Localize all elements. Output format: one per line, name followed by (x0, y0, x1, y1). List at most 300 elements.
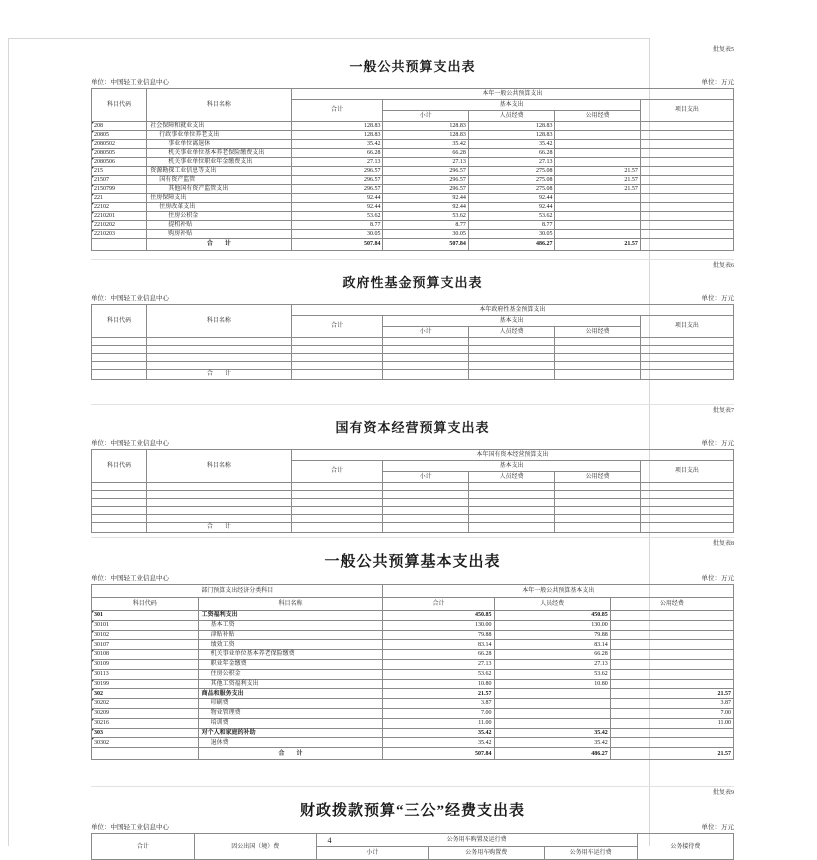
subject-name-cell: 物业管理费 (198, 708, 383, 718)
value-cell (555, 131, 640, 140)
subject-name-cell: 其他工资福利支出 (198, 679, 383, 689)
value-cell (555, 507, 640, 515)
value-cell: 53.62 (383, 669, 494, 679)
table-row (92, 640, 734, 650)
value-cell: 79.88 (383, 630, 494, 640)
value-cell: 21.57 (555, 167, 640, 176)
table-badge: 批复表6 (712, 263, 734, 269)
subject-code-cell: 208 (92, 122, 147, 131)
subject-code-cell (92, 370, 147, 380)
value-cell (291, 362, 383, 370)
subject-code-cell: 303 (92, 728, 199, 738)
value-cell: 296.57 (383, 176, 468, 185)
subject-code-cell: 2210201 (92, 212, 147, 221)
value-cell (468, 491, 555, 499)
table-row (92, 158, 734, 167)
general-public-budget-basic-expenditure-table (91, 584, 734, 760)
table-title: 一般公共预算基本支出表 (324, 554, 501, 570)
value-cell: 275.08 (468, 176, 555, 185)
value-cell: 30.05 (383, 230, 468, 239)
table-row (92, 611, 734, 621)
table-row (92, 659, 734, 669)
value-cell: 128.83 (383, 122, 468, 131)
table-row (92, 728, 734, 738)
value-cell (555, 140, 640, 149)
table-row (92, 738, 734, 748)
subject-code-cell: 30109 (92, 659, 199, 669)
column-header: 科目名称 (147, 89, 291, 122)
subject-code-cell: 21507 (92, 176, 147, 185)
unit-line (91, 78, 734, 87)
value-cell (383, 499, 468, 507)
table-row (92, 167, 734, 176)
subject-name-cell: 资源勘探工业信息等支出 (147, 167, 291, 176)
value-cell (291, 507, 383, 515)
subject-code-cell: 22102 (92, 203, 147, 212)
subject-name-cell: 住房公积金 (147, 212, 291, 221)
value-cell (640, 149, 733, 158)
subject-name-cell: 住房公积金 (198, 669, 383, 679)
value-cell (610, 611, 733, 621)
subject-name-cell: 工资福利支出 (198, 611, 383, 621)
column-header: 科目代码 (92, 598, 199, 611)
table-row (92, 499, 734, 507)
value-cell: 296.57 (383, 167, 468, 176)
state-capital-budget-expenditure-table (91, 449, 734, 533)
value-cell (291, 523, 383, 533)
section-three-public-expenses (91, 786, 734, 860)
subject-code-cell: 30107 (92, 640, 199, 650)
value-cell (291, 370, 383, 380)
unit-left: 单位：中国轻工业信息中心 (91, 79, 169, 86)
value-cell: 8.77 (291, 221, 383, 230)
value-cell (610, 669, 733, 679)
subject-code-cell: 30216 (92, 718, 199, 728)
value-cell: 11.00 (383, 718, 494, 728)
value-cell (555, 158, 640, 167)
value-cell (383, 346, 468, 354)
value-cell: 507.84 (383, 748, 494, 760)
column-header: 科目代码 (92, 89, 147, 122)
value-cell: 35.42 (383, 738, 494, 748)
table-row (92, 140, 734, 149)
value-cell (468, 354, 555, 362)
value-cell (555, 212, 640, 221)
value-cell (383, 362, 468, 370)
table-row (92, 212, 734, 221)
value-cell (494, 718, 610, 728)
value-cell (291, 346, 383, 354)
subject-name-cell (147, 507, 291, 515)
table-row (92, 122, 734, 131)
value-cell (640, 176, 733, 185)
subject-code-cell (92, 491, 147, 499)
value-cell (468, 483, 555, 491)
value-cell (555, 491, 640, 499)
government-fund-budget-expenditure-table (91, 304, 734, 380)
value-cell (494, 699, 610, 709)
value-cell (468, 523, 555, 533)
subject-name-cell: 购房补贴 (147, 230, 291, 239)
value-cell: 53.62 (468, 212, 555, 221)
value-cell: 66.28 (494, 650, 610, 660)
value-cell: 128.83 (468, 131, 555, 140)
table-row (92, 523, 734, 533)
value-cell (468, 338, 555, 346)
value-cell: 27.13 (291, 158, 383, 167)
subject-code-cell: 30108 (92, 650, 199, 660)
subject-code-cell (92, 338, 147, 346)
value-cell (291, 491, 383, 499)
value-cell: 3.87 (383, 699, 494, 709)
value-cell (555, 122, 640, 131)
value-cell: 296.57 (383, 185, 468, 194)
section-state-capital-budget-expenditure (91, 404, 734, 533)
value-cell: 8.77 (468, 221, 555, 230)
value-cell (610, 679, 733, 689)
subject-name-cell: 对个人和家庭的补助 (198, 728, 383, 738)
section-general-public-budget-expenditure (91, 46, 734, 251)
value-cell (640, 239, 733, 251)
unit-right: 单位：万元 (701, 295, 734, 302)
subject-code-cell (92, 362, 147, 370)
value-cell: 21.57 (555, 176, 640, 185)
column-header: 合计 (291, 461, 383, 483)
value-cell (555, 149, 640, 158)
value-cell: 83.14 (494, 640, 610, 650)
value-cell (640, 523, 733, 533)
unit-left: 单位：中国轻工业信息中心 (91, 575, 169, 582)
subject-name-cell: 基本工资 (198, 620, 383, 630)
table-row (92, 669, 734, 679)
value-cell (383, 483, 468, 491)
value-cell: 66.28 (291, 149, 383, 158)
subject-name-cell (147, 499, 291, 507)
value-cell (555, 483, 640, 491)
unit-right: 单位：万元 (701, 79, 734, 86)
unit-line (91, 294, 734, 303)
value-cell: 27.13 (468, 158, 555, 167)
unit-line (91, 574, 734, 583)
subject-code-cell (92, 748, 199, 760)
subject-name-cell: 合 计 (147, 523, 291, 533)
value-cell: 35.42 (383, 140, 468, 149)
value-cell (640, 362, 733, 370)
column-header: 公务用车购置费 (429, 847, 545, 860)
subject-name-cell: 印刷费 (198, 699, 383, 709)
value-cell: 507.84 (383, 239, 468, 251)
value-cell (291, 338, 383, 346)
table-row (92, 131, 734, 140)
column-header: 科目代码 (92, 305, 147, 338)
table-row (92, 346, 734, 354)
column-header: 公用经费 (555, 472, 640, 483)
table-badge: 批复表9 (712, 790, 734, 797)
value-cell (494, 689, 610, 699)
value-cell (383, 354, 468, 362)
value-cell: 27.13 (383, 659, 494, 669)
column-header: 公务用车购置及运行费 (316, 834, 637, 847)
value-cell: 83.14 (383, 640, 494, 650)
value-cell (383, 515, 468, 523)
subject-code-cell: 302 (92, 689, 199, 699)
subject-code-cell (92, 499, 147, 507)
table-row (92, 362, 734, 370)
subject-code-cell: 2210203 (92, 230, 147, 239)
column-header: 基本支出 (383, 100, 640, 111)
value-cell (610, 620, 733, 630)
value-cell (610, 630, 733, 640)
value-cell (610, 650, 733, 660)
value-cell: 66.28 (383, 149, 468, 158)
value-cell: 30.05 (291, 230, 383, 239)
value-cell: 130.00 (383, 620, 494, 630)
value-cell (468, 499, 555, 507)
table-row (92, 708, 734, 718)
column-header: 本年政府性基金预算支出 (291, 305, 733, 316)
subject-name-cell: 退休费 (198, 738, 383, 748)
value-cell (555, 370, 640, 380)
value-cell: 10.80 (383, 679, 494, 689)
value-cell: 7.00 (383, 708, 494, 718)
subject-name-cell: 行政事业单位养老支出 (147, 131, 291, 140)
table-badge: 批复表7 (712, 408, 734, 414)
table-badge: 批复表8 (712, 541, 734, 547)
value-cell: 92.44 (383, 203, 468, 212)
value-cell (555, 338, 640, 346)
value-cell: 11.00 (610, 718, 733, 728)
value-cell: 7.00 (610, 708, 733, 718)
document-body (8, 38, 817, 860)
value-cell (555, 230, 640, 239)
value-cell: 450.85 (383, 611, 494, 621)
value-cell (640, 346, 733, 354)
value-cell (468, 515, 555, 523)
subject-name-cell: 住房改革支出 (147, 203, 291, 212)
value-cell (468, 346, 555, 354)
value-cell (610, 640, 733, 650)
table-title: 国有资本经营预算支出表 (335, 420, 490, 435)
subject-code-cell: 30113 (92, 669, 199, 679)
unit-left: 单位：中国轻工业信息中心 (91, 295, 169, 302)
value-cell: 10.80 (494, 679, 610, 689)
value-cell (640, 212, 733, 221)
value-cell (383, 491, 468, 499)
value-cell (610, 728, 733, 738)
value-cell: 53.62 (291, 212, 383, 221)
column-header: 科目名称 (198, 598, 383, 611)
column-header: 科目名称 (147, 450, 291, 483)
subject-name-cell: 国有资产监管 (147, 176, 291, 185)
subject-code-cell: 301 (92, 611, 199, 621)
unit-right: 单位：万元 (701, 575, 734, 582)
subject-name-cell: 机关事业单位基本养老保险缴费支出 (147, 149, 291, 158)
value-cell: 8.77 (383, 221, 468, 230)
column-header: 基本支出 (383, 461, 640, 472)
table-title: 政府性基金预算支出表 (342, 275, 483, 290)
value-cell (383, 370, 468, 380)
subject-code-cell: 30102 (92, 630, 199, 640)
table-row (92, 650, 734, 660)
value-cell (610, 738, 733, 748)
value-cell: 128.83 (383, 131, 468, 140)
column-header: 公务接待费 (637, 834, 733, 860)
value-cell: 35.42 (494, 728, 610, 738)
value-cell: 128.83 (291, 131, 383, 140)
value-cell: 486.27 (468, 239, 555, 251)
subject-name-cell (147, 491, 291, 499)
subject-code-cell: 30199 (92, 679, 199, 689)
column-header: 小计 (383, 111, 468, 122)
subject-name-cell: 合 计 (147, 370, 291, 380)
value-cell (555, 221, 640, 230)
value-cell (640, 354, 733, 362)
unit-line (91, 823, 734, 832)
value-cell (555, 515, 640, 523)
table-row (92, 620, 734, 630)
column-header: 公用经费 (555, 327, 640, 338)
value-cell (640, 499, 733, 507)
subject-name-cell (147, 338, 291, 346)
column-header: 科目代码 (92, 450, 147, 483)
value-cell: 486.27 (494, 748, 610, 760)
value-cell (291, 354, 383, 362)
value-cell: 450.85 (494, 611, 610, 621)
value-cell (468, 362, 555, 370)
column-header: 合计 (291, 100, 383, 122)
subject-name-cell: 绩效工资 (198, 640, 383, 650)
value-cell (640, 515, 733, 523)
subject-code-cell (92, 346, 147, 354)
column-header: 人员经费 (468, 111, 555, 122)
value-cell (468, 370, 555, 380)
value-cell: 128.83 (291, 122, 383, 131)
value-cell (468, 507, 555, 515)
value-cell: 92.44 (291, 203, 383, 212)
table-row (92, 748, 734, 760)
value-cell (291, 515, 383, 523)
value-cell: 66.28 (468, 149, 555, 158)
column-header: 因公出国（境）费 (194, 834, 316, 860)
subject-name-cell: 其他国有资产监管支出 (147, 185, 291, 194)
value-cell: 21.57 (555, 239, 640, 251)
subject-name-cell (147, 483, 291, 491)
section-general-public-budget-basic-expenditure (91, 537, 734, 760)
subject-code-cell: 30302 (92, 738, 199, 748)
value-cell (640, 230, 733, 239)
column-header: 小计 (383, 472, 468, 483)
value-cell: 296.57 (291, 185, 383, 194)
value-cell: 30.05 (468, 230, 555, 239)
value-cell: 275.08 (468, 185, 555, 194)
value-cell (640, 483, 733, 491)
column-header: 人员经费 (468, 327, 555, 338)
value-cell: 92.44 (468, 203, 555, 212)
subject-code-cell: 30209 (92, 708, 199, 718)
value-cell (640, 194, 733, 203)
table-row (92, 149, 734, 158)
unit-left: 单位：中国轻工业信息中心 (91, 824, 169, 832)
table-row (92, 699, 734, 709)
subject-code-cell: 20805 (92, 131, 147, 140)
subject-code-cell (92, 515, 147, 523)
table-row (92, 483, 734, 491)
value-cell (640, 167, 733, 176)
subject-name-cell (147, 346, 291, 354)
column-header: 小计 (383, 327, 468, 338)
subject-name-cell: 事业单位离退休 (147, 140, 291, 149)
subject-code-cell: 221 (92, 194, 147, 203)
value-cell: 35.42 (383, 728, 494, 738)
column-header: 项目支出 (640, 316, 733, 338)
value-cell: 27.13 (494, 659, 610, 669)
subject-name-cell: 培训费 (198, 718, 383, 728)
subject-code-cell: 2080502 (92, 140, 147, 149)
subject-name-cell: 提租补贴 (147, 221, 291, 230)
value-cell (555, 354, 640, 362)
subject-name-cell: 机关事业单位职业年金缴费支出 (147, 158, 291, 167)
subject-code-cell: 2210202 (92, 221, 147, 230)
table-row (92, 221, 734, 230)
value-cell: 275.08 (468, 167, 555, 176)
table-title: 一般公共预算支出表 (349, 59, 476, 74)
column-header: 科目名称 (147, 305, 291, 338)
column-header: 合计 (383, 598, 494, 611)
subject-name-cell: 社会保障和就业支出 (147, 122, 291, 131)
column-header: 公用经费 (555, 111, 640, 122)
value-cell (640, 158, 733, 167)
column-header: 项目支出 (640, 461, 733, 483)
value-cell: 130.00 (494, 620, 610, 630)
subject-code-cell (92, 523, 147, 533)
value-cell: 3.87 (610, 699, 733, 709)
value-cell (640, 140, 733, 149)
general-public-budget-expenditure-table (91, 88, 734, 251)
value-cell: 35.42 (291, 140, 383, 149)
value-cell: 21.57 (610, 689, 733, 699)
subject-code-cell: 2080506 (92, 158, 147, 167)
table-row (92, 239, 734, 251)
subject-name-cell: 津贴补贴 (198, 630, 383, 640)
table-row (92, 689, 734, 699)
value-cell: 296.57 (291, 167, 383, 176)
value-cell: 35.42 (494, 738, 610, 748)
value-cell: 128.83 (468, 122, 555, 131)
value-cell (291, 499, 383, 507)
table-row (92, 230, 734, 239)
subject-code-cell (92, 239, 147, 251)
subject-name-cell (147, 354, 291, 362)
column-header: 本年一般公共预算支出 (291, 89, 733, 100)
table-row (92, 507, 734, 515)
section-government-fund-budget-expenditure (91, 259, 734, 380)
value-cell: 21.57 (383, 689, 494, 699)
value-cell (291, 483, 383, 491)
value-cell (610, 659, 733, 669)
value-cell (640, 221, 733, 230)
value-cell (640, 507, 733, 515)
subject-code-cell: 2080505 (92, 149, 147, 158)
value-cell: 92.44 (383, 194, 468, 203)
value-cell (640, 122, 733, 131)
value-cell: 27.13 (383, 158, 468, 167)
value-cell (640, 203, 733, 212)
value-cell (383, 507, 468, 515)
value-cell: 53.62 (494, 669, 610, 679)
table-row (92, 515, 734, 523)
column-header: 合计 (291, 316, 383, 338)
value-cell (640, 131, 733, 140)
